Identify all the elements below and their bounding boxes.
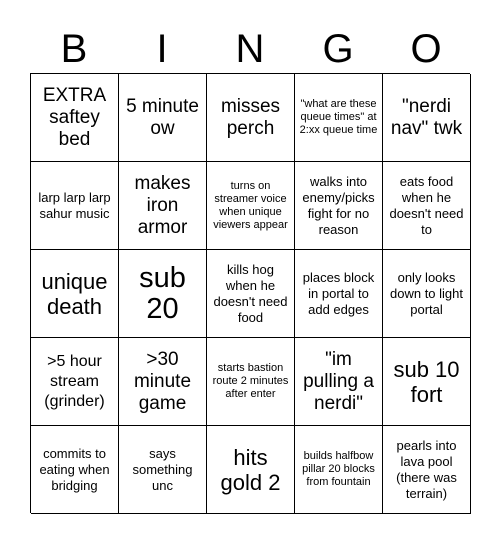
cell-text: pearls into lava pool (there was terrain) bbox=[396, 437, 457, 501]
cell-text: unique death bbox=[41, 268, 108, 319]
bingo-cell[interactable] bbox=[383, 426, 471, 514]
cell-text: builds halfbow pillar 20 blocks from fountain bbox=[302, 450, 375, 488]
header-letter-n: N bbox=[235, 27, 265, 71]
cell-text: "nerdi nav" twk bbox=[390, 95, 463, 139]
cell-text: starts bastion route 2 minutes after enter bbox=[212, 362, 289, 400]
cell-text: >30 minute game bbox=[133, 348, 192, 414]
bingo-header bbox=[30, 26, 470, 72]
cell-text: eats food when he doesn't need to bbox=[389, 173, 464, 237]
bingo-cell[interactable] bbox=[295, 162, 383, 250]
bingo-cell[interactable] bbox=[383, 162, 471, 250]
cell-text: commits to eating when bridging bbox=[39, 445, 110, 493]
cell-text: turns on streamer voice when unique viewers appear bbox=[213, 179, 288, 231]
cell-text: walks into enemy/picks fight for no reason bbox=[302, 173, 375, 237]
bingo-cell[interactable] bbox=[207, 74, 295, 162]
bingo-cell[interactable] bbox=[383, 74, 471, 162]
header-letter-i: I bbox=[156, 27, 168, 71]
cell-text: EXTRA saftey bed bbox=[42, 84, 107, 150]
bingo-cell[interactable] bbox=[207, 426, 295, 514]
cell-text: 5 minute ow bbox=[126, 95, 199, 139]
cell-text: makes iron armor bbox=[134, 172, 191, 238]
cell-text: sub 10 fort bbox=[393, 356, 460, 407]
cell-text: larp larp larp sahur music bbox=[38, 189, 111, 221]
cell-text: "im pulling a nerdi" bbox=[303, 348, 374, 414]
bingo-cell[interactable] bbox=[31, 426, 119, 514]
bingo-cell[interactable] bbox=[295, 426, 383, 514]
bingo-cell[interactable] bbox=[31, 162, 119, 250]
bingo-cell[interactable] bbox=[119, 338, 207, 426]
cell-text: sub 20 bbox=[139, 261, 186, 325]
bingo-cell[interactable] bbox=[383, 250, 471, 338]
bingo-cell[interactable] bbox=[31, 250, 119, 338]
bingo-cell[interactable] bbox=[295, 250, 383, 338]
bingo-cell[interactable] bbox=[207, 162, 295, 250]
header-letter-b: B bbox=[60, 27, 88, 71]
bingo-cell[interactable] bbox=[207, 338, 295, 426]
bingo-cell[interactable] bbox=[119, 162, 207, 250]
cell-text: places block in portal to add edges bbox=[302, 269, 375, 317]
cell-text: misses perch bbox=[220, 95, 281, 139]
bingo-cell[interactable] bbox=[119, 74, 207, 162]
bingo-cell[interactable] bbox=[31, 338, 119, 426]
header-letter-g: G bbox=[322, 27, 354, 71]
bingo-cell[interactable] bbox=[383, 338, 471, 426]
bingo-cell[interactable] bbox=[119, 250, 207, 338]
cell-text: "what are these queue times" at 2:xx queue time bbox=[299, 98, 378, 136]
header-letter-o: O bbox=[410, 27, 442, 71]
bingo-cell[interactable] bbox=[295, 338, 383, 426]
bingo-cell[interactable] bbox=[295, 74, 383, 162]
cell-text: >5 hour stream (grinder) bbox=[44, 352, 105, 410]
bingo-cell[interactable] bbox=[207, 250, 295, 338]
bingo-board bbox=[30, 73, 470, 513]
cell-text: only looks down to light portal bbox=[390, 269, 463, 317]
bingo-cell[interactable] bbox=[119, 426, 207, 514]
cell-text: says something unc bbox=[132, 445, 193, 493]
bingo-cell[interactable] bbox=[31, 74, 119, 162]
cell-text: hits gold 2 bbox=[220, 444, 281, 495]
cell-text: kills hog when he doesn't need food bbox=[213, 261, 288, 325]
